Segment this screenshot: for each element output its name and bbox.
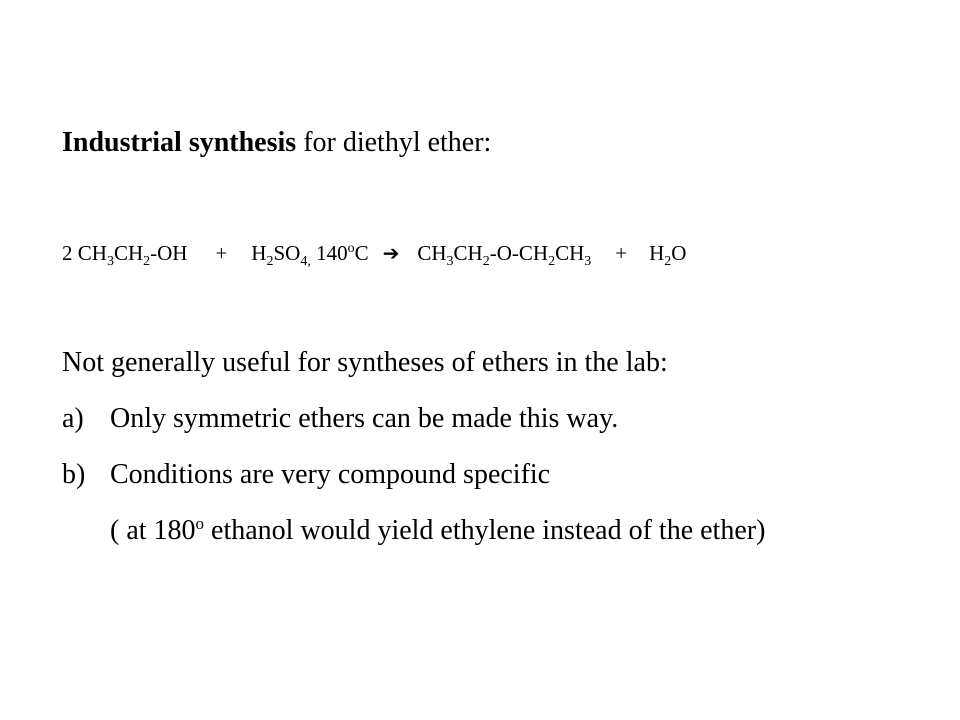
plus-sign: + [215, 241, 228, 265]
list-item-text: Conditions are very compound specific [110, 459, 551, 490]
eq-coef: 2 CH [62, 241, 107, 265]
heading-bold: Industrial synthesis [62, 127, 297, 158]
eq-text: -OH [150, 241, 188, 265]
note-post: ethanol would yield ethylene instead of the ether) [204, 515, 766, 546]
degree-sup: o [347, 241, 355, 256]
note-text [110, 515, 765, 547]
degree-sup: o [195, 514, 205, 533]
eq-text: SO [273, 241, 301, 265]
product-diethyl-ether [417, 241, 592, 269]
intro-text: Not generally useful for syntheses of ethers in the lab: [62, 347, 668, 378]
eq-sub: 2 [266, 254, 274, 269]
eq-sub: 2 [548, 254, 556, 269]
eq-sub: 2 [482, 254, 490, 269]
list-item [62, 403, 618, 435]
reactant-ethanol [62, 241, 188, 269]
list-item-text: Only symmetric ethers can be made this way. [110, 403, 619, 434]
eq-text: H [649, 241, 665, 265]
eq-sub: 2 [143, 254, 151, 269]
eq-sub: 3 [106, 254, 114, 269]
reaction-equation [62, 241, 687, 269]
eq-text: -O-CH [489, 241, 549, 265]
list-marker: b) [62, 459, 86, 490]
reaction-arrow-icon: ➔ [382, 241, 400, 265]
note-pre: ( at 180 [110, 515, 196, 546]
list-marker: a) [62, 403, 84, 434]
eq-sub: 3 [446, 254, 454, 269]
eq-sub: 4, [300, 254, 311, 269]
heading [62, 127, 491, 159]
product-water [649, 241, 687, 269]
eq-sub: 2 [664, 254, 672, 269]
eq-sub: 3 [584, 254, 592, 269]
eq-text: O [671, 241, 687, 265]
list-item [62, 459, 550, 491]
reagent-sulfuric-acid [251, 241, 369, 269]
eq-text: CH [113, 241, 144, 265]
eq-text: CH [417, 241, 447, 265]
plus-sign: + [615, 241, 628, 265]
eq-text: CH [555, 241, 585, 265]
eq-text: H [251, 241, 267, 265]
eq-text: 140 [310, 241, 348, 265]
heading-rest: for diethyl ether: [296, 127, 492, 158]
eq-text: CH [453, 241, 483, 265]
eq-text: C [354, 241, 369, 265]
